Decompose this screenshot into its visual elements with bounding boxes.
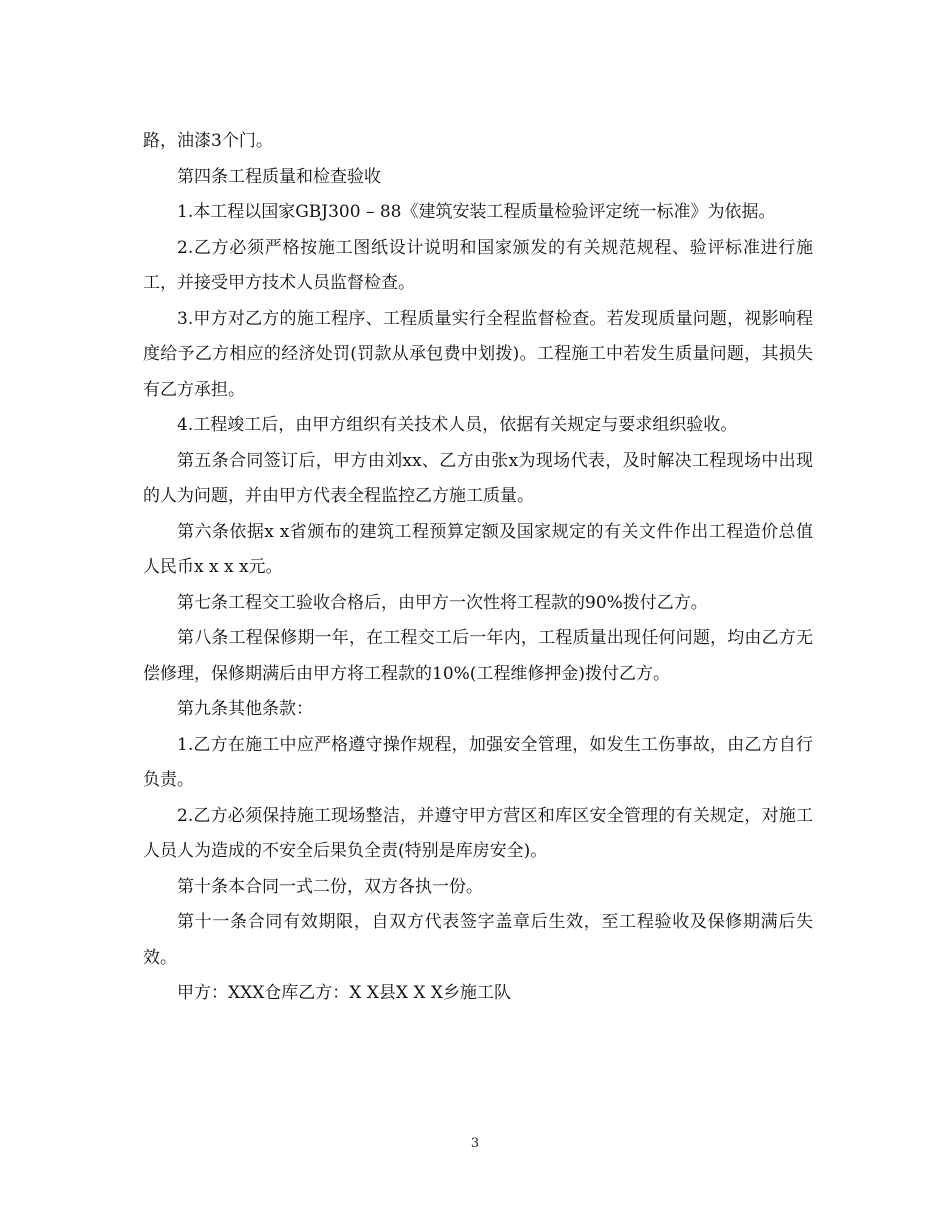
article-9-item-1: 1.乙方在施工中应严格遵守操作规程，加强安全管理，如发生工伤事故，由乙方自行负责。 [143,734,813,790]
article-4-heading: 第四条工程质量和检查验收 [177,166,381,187]
signature-line: 甲方：XXX仓库乙方：X X县X X X乡施工队 [177,983,512,1003]
article-4-item-3: 3.甲方对乙方的施工程序、工程质量实行全程监督检查。若发现质量问题，视影响程度给予乙方相应的经济处罚(罚款从承包费中划拨)。工程施工中若发生质量问题，其损失有乙方承担。 [143,308,813,400]
article-4-item-4: 4.工程竣工后，由甲方组织有关技术人员，依据有关规定与要求组织验收。 [177,415,738,435]
article-10: 第十条本合同一式二份，双方各执一份。 [177,876,483,897]
paragraph-continuation: 路，油漆3个门。 [143,131,273,151]
article-6: 第六条依据x x省颁布的建筑工程预算定额及国家规定的有关文件作出工程造价总值人民币x x x x元。 [143,521,813,577]
article-4-item-2: 2.乙方必须严格按施工图纸设计说明和国家颁发的有关规范规程、验评标准进行施工，并接受甲方技术人员监督检查。 [143,237,813,293]
page-number: 3 [470,1136,480,1151]
article-7: 第七条工程交工验收合格后，由甲方一次性将工程款的90%拨付乙方。 [177,592,708,613]
article-4-item-1: 1.本工程以国家GBJ300 – 88《建筑安装工程质量检验评定统一标准》为依据。 [177,202,776,222]
article-5: 第五条合同签订后，甲方由刘xx、乙方由张x为现场代表，及时解决工程现场中出现的人为问题，并由甲方代表全程监控乙方施工质量。 [143,450,813,506]
article-9-item-2: 2.乙方必须保持施工现场整洁，并遵守甲方营区和库区安全管理的有关规定，对施工人员人为造成的不安全后果负全责(特别是库房安全)。 [143,805,813,861]
article-8: 第八条工程保修期一年，在工程交工后一年内，工程质量出现任何问题，均由乙方无偿修理，保修期满后由甲方将工程款的10%(工程维修押金)拨付乙方。 [143,628,813,684]
article-9-heading: 第九条其他条款： [177,699,313,719]
document-body [143,124,813,1012]
article-11: 第十一条合同有效期限，自双方代表签字盖章后生效，至工程验收及保修期满后失效。 [143,912,813,968]
